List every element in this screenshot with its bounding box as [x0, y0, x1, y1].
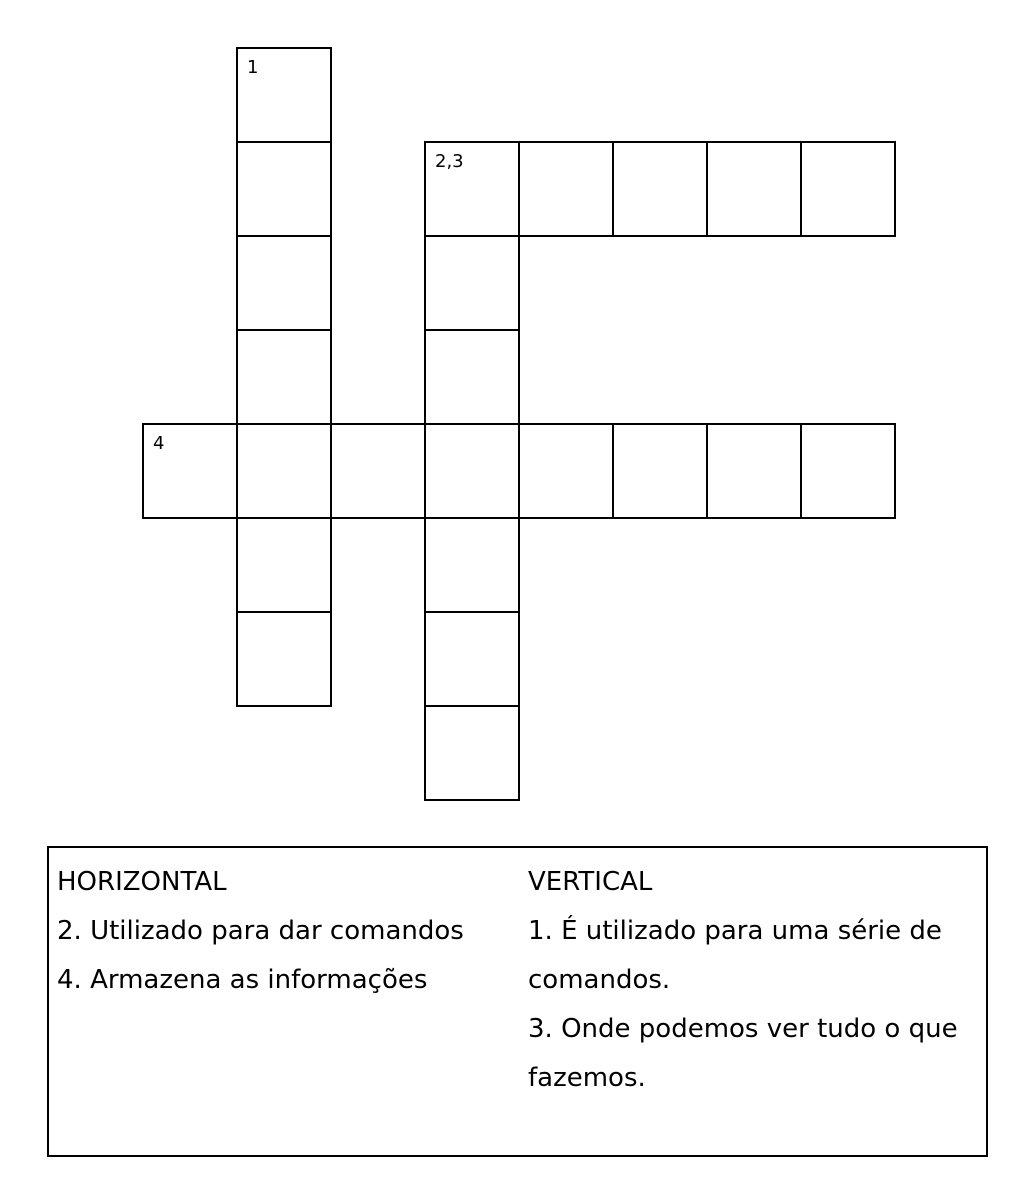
horizontal-clue-2: 2. Utilizado para dar comandos — [57, 916, 464, 946]
vertical-clue-3-line-2: fazemos. — [528, 1063, 646, 1093]
crossword-cell[interactable] — [424, 517, 520, 613]
crossword-cell[interactable] — [706, 423, 802, 519]
crossword-cell[interactable] — [424, 329, 520, 425]
vertical-clues — [528, 858, 978, 1103]
horizontal-heading: HORIZONTAL — [57, 867, 227, 897]
vertical-clue-1-line-2: comandos. — [528, 965, 671, 995]
crossword-cell[interactable] — [236, 235, 332, 331]
crossword-cell[interactable] — [330, 423, 426, 519]
crossword-cell[interactable] — [706, 141, 802, 237]
clue-number: 1 — [247, 57, 259, 78]
clues-box — [47, 846, 988, 1157]
crossword-cell[interactable] — [142, 423, 238, 519]
crossword-cell[interactable] — [236, 517, 332, 613]
crossword-cell[interactable] — [424, 235, 520, 331]
horizontal-clue-4: 4. Armazena as informações — [57, 965, 428, 995]
crossword-cell[interactable] — [236, 141, 332, 237]
crossword-cell[interactable] — [236, 611, 332, 707]
vertical-clue-1-line-1: 1. É utilizado para uma série de — [528, 916, 942, 946]
crossword-cell[interactable] — [800, 423, 896, 519]
clue-number: 4 — [153, 433, 165, 454]
crossword-cell[interactable] — [236, 329, 332, 425]
vertical-heading: VERTICAL — [528, 867, 653, 897]
horizontal-clues — [57, 858, 517, 1005]
crossword-cell[interactable] — [424, 611, 520, 707]
crossword-cell[interactable] — [236, 423, 332, 519]
crossword-cell[interactable] — [424, 141, 520, 237]
crossword-cell[interactable] — [518, 141, 614, 237]
crossword-cell[interactable] — [424, 705, 520, 801]
crossword-cell[interactable] — [800, 141, 896, 237]
crossword-cell[interactable] — [424, 423, 520, 519]
crossword-cell[interactable] — [612, 423, 708, 519]
crossword-cell[interactable] — [612, 141, 708, 237]
clue-number: 2,3 — [435, 151, 464, 172]
crossword-cell[interactable] — [518, 423, 614, 519]
vertical-clue-3-line-1: 3. Onde podemos ver tudo o que — [528, 1014, 958, 1044]
crossword-cell[interactable] — [236, 47, 332, 143]
